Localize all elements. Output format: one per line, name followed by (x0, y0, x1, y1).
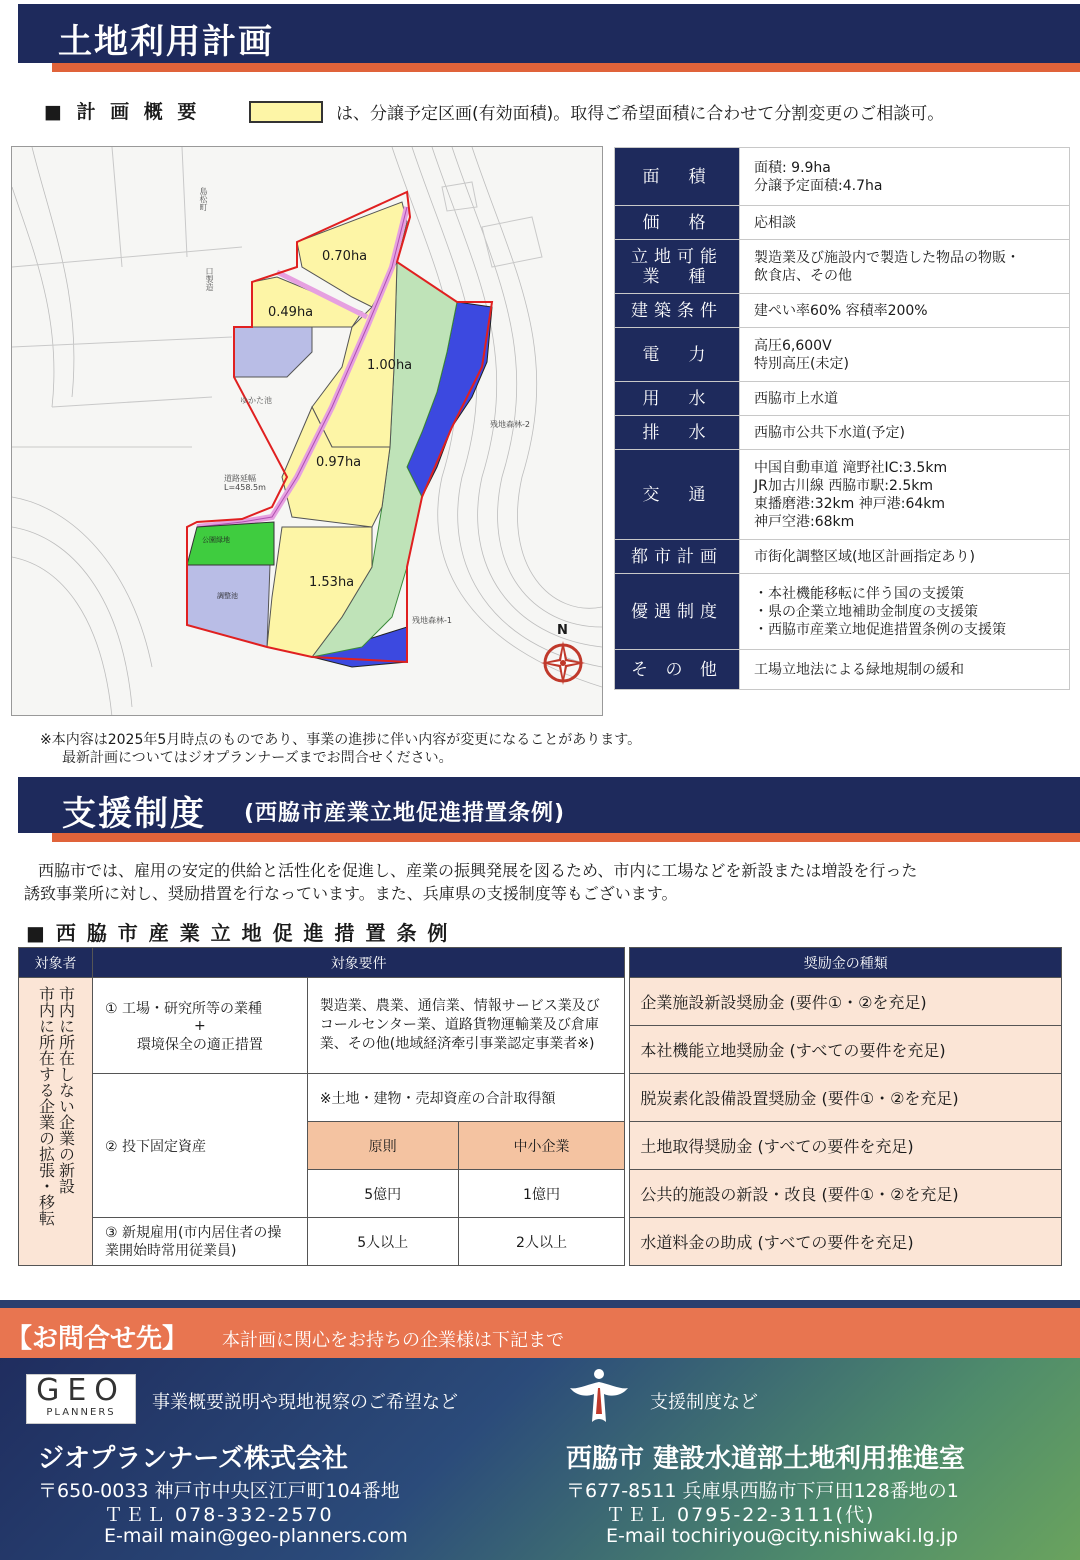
overview-row-label: そ の 他 (615, 650, 740, 690)
lot-label-2: 0.49ha (268, 305, 314, 320)
overview-row (615, 328, 1070, 382)
incentive-5: 公共的施設の新設・改良 (要件①・②を充足) (630, 1170, 1062, 1218)
req1-detail: 製造業、農業、通信業、情報サービス業及びコールセンター業、道路貨物運輸業及び倉庫業、その他(地域経済牽引事業認定事業者※) (307, 978, 625, 1074)
overview-row-value (740, 540, 1070, 574)
overview-row (615, 294, 1070, 328)
incentive-6: 水道料金の助成 (すべての要件を充足) (630, 1218, 1062, 1266)
nishiwaki-emblem-icon (564, 1362, 634, 1432)
overview-note-2: 最新計画についてはジオプランナーズまでお問合せください。 (62, 750, 453, 766)
req2-header-sme: 中小企業 (458, 1122, 625, 1170)
incentive-2: 本社機能立地奨励金 (すべての要件を充足) (630, 1026, 1062, 1074)
req2-note: ※土地・建物・売却資産の合計取得額 (307, 1074, 625, 1122)
overview-value-line: ・県の企業立地補助金制度の支援策 (754, 603, 978, 620)
right-purpose: 支援制度など (650, 1392, 758, 1413)
map-label-forest2: 残地森林-2 (490, 420, 530, 429)
section2-accent (52, 833, 1080, 842)
overview-value-line: 市街化調整区域(地区計画指定あり) (754, 548, 975, 565)
overview-row (615, 450, 1070, 540)
incentive-4: 土地取得奨励金 (すべての要件を充足) (630, 1122, 1062, 1170)
overview-row-value (740, 574, 1070, 650)
map-label-road-length: L=458.5m (224, 483, 266, 492)
section2-title: 支援制度 (62, 794, 206, 834)
overview-row-value (740, 416, 1070, 450)
overview-row (615, 148, 1070, 206)
left-tel: ＴＥＬ 078-332-2570 (104, 1504, 334, 1526)
site-map (11, 146, 603, 716)
overview-value-line: 中国自動車道 滝野社IC:3.5km (754, 459, 948, 476)
map-label-park: 公園緑地 (202, 536, 230, 544)
overview-value-line: 西脇市上水道 (754, 390, 838, 407)
left-address: 〒650-0033 神戸市中央区江戸町104番地 (38, 1480, 400, 1502)
overview-row-label: 電 力 (615, 328, 740, 382)
overview-row-label: 都市計画 (615, 540, 740, 574)
map-label-town: 島松町 (199, 187, 208, 211)
req2-value-sme: 1億円 (458, 1170, 625, 1218)
compass-icon (539, 639, 587, 687)
right-email: E-mail tochiriyou@city.nishiwaki.lg.jp (606, 1525, 958, 1547)
right-company: 西脇市 建設水道部土地利用推進室 (566, 1444, 966, 1474)
overview-row-label: 建築条件 (615, 294, 740, 328)
overview-value-line: JR加古川線 西脇市駅:2.5km (754, 477, 934, 494)
target-text: 市内に所在しない企業の新設 市内に所在する企業の拡張・移転 (36, 986, 76, 1226)
incentive-3: 脱炭素化設備設置奨励金 (要件①・②を充足) (630, 1074, 1062, 1122)
site-map-drawing (12, 147, 603, 716)
lot-label-4: 0.97ha (316, 455, 362, 470)
overview-note-1: ※本内容は2025年5月時点のものであり、事業の進捗に伴い内容が変更になることがあります。 (40, 732, 642, 748)
map-label-pond2: ゆかた池 (240, 396, 272, 405)
support-intro-2: 誘致事業所に対し、奨励措置を行なっています。また、兵庫県の支援制度等もございます。 (24, 884, 678, 903)
overview-table (614, 147, 1070, 690)
legend-text: は、分譲予定区画(有効面積)。取得ご希望面積に合わせて分割変更のご相談可。 (336, 104, 945, 124)
overview-row (615, 206, 1070, 240)
overview-row (615, 650, 1070, 690)
overview-value-line: 高圧6,600V (754, 337, 832, 354)
incentive-1: 企業施設新設奨励金 (要件①・②を充足) (630, 978, 1062, 1026)
overview-value-line: 特別高圧(未定) (754, 355, 849, 372)
overview-value-line: 分譲予定面積:4.7ha (754, 177, 883, 194)
target-cell (19, 978, 93, 1266)
overview-row-label: 価 格 (615, 206, 740, 240)
contact-bar-top (0, 1300, 1080, 1308)
req1-plus: + (193, 1017, 206, 1034)
req1-label-cell (92, 978, 307, 1074)
req2-header-principle: 原則 (307, 1122, 458, 1170)
section1-title: 土地利用計画 (58, 22, 274, 62)
right-tel: ＴＥＬ 0795-22-3111(代) (606, 1504, 876, 1526)
col-target: 対象者 (19, 948, 93, 978)
legend-swatch (249, 101, 323, 123)
overview-row-label: 優遇制度 (615, 574, 740, 650)
req3-label: ③ 新規雇用(市内居住者の操業開始時常用従業員) (92, 1218, 307, 1266)
lot-label-3: 1.00ha (367, 358, 413, 373)
col-incentives: 奨励金の種類 (630, 948, 1062, 978)
map-label-forest1: 残地森林-1 (412, 616, 452, 625)
overview-row-value (740, 450, 1070, 540)
overview-row-value (740, 382, 1070, 416)
left-purpose: 事業概要説明や現地視察のご希望など (152, 1392, 458, 1413)
support-intro-1: 西脇市では、雇用の安定的供給と活性化を促進し、産業の振興発展を図るため、市内に工場などを新設または増設を行った (38, 861, 918, 880)
support-table (18, 947, 1062, 1266)
section1-accent (52, 63, 1080, 72)
req1-label: ① 工場・研究所等の業種 (104, 1000, 262, 1017)
overview-row-label: 面 積 (615, 148, 740, 206)
overview-row (615, 382, 1070, 416)
req3-value-principle: 5人以上 (307, 1218, 458, 1266)
overview-row (615, 540, 1070, 574)
overview-row-label: 立地可能 業 種 (615, 240, 740, 294)
contact-bar-text: 本計画に関心をお持ちの企業様は下記まで (222, 1330, 564, 1351)
overview-row-value (740, 206, 1070, 240)
map-label-pond: 調整池 (217, 592, 238, 600)
lot-label-5: 1.53ha (309, 575, 355, 590)
overview-value-line: 応相談 (754, 214, 796, 231)
req1-label2: 環境保全の適正措置 (136, 1036, 263, 1053)
overview-row (615, 416, 1070, 450)
section2-subtitle: (西脇市産業立地促進措置条例) (244, 801, 566, 826)
overview-value-line: 製造業及び施設内で製造した物品の物販・ (754, 249, 1020, 266)
overview-value-line: 神戸空港:68km (754, 513, 855, 530)
req3-value-sme: 2人以上 (458, 1218, 625, 1266)
overview-row-value (740, 650, 1070, 690)
map-label-factory: 口製造 (205, 267, 214, 291)
overview-row-label: 排 水 (615, 416, 740, 450)
overview-row-value (740, 240, 1070, 294)
overview-value-line: 西脇市公共下水道(予定) (754, 424, 905, 441)
north-label: N (557, 623, 568, 638)
logo-sub: PLANNERS (46, 1407, 116, 1418)
overview-value-line: ・本社機能移転に伴う国の支援策 (754, 585, 964, 602)
overview-value-line: 工場立地法による緑地規制の緩和 (754, 661, 964, 678)
overview-row (615, 574, 1070, 650)
req2-value-principle: 5億円 (307, 1170, 458, 1218)
geo-planners-logo (26, 1374, 136, 1424)
overview-row-value (740, 148, 1070, 206)
left-email: E-mail main@geo-planners.com (104, 1525, 408, 1547)
overview-value-line: 面積: 9.9ha (754, 159, 831, 176)
overview-row-value (740, 294, 1070, 328)
req2-label: ② 投下固定資産 (92, 1074, 307, 1218)
col-requirements: 対象要件 (92, 948, 624, 978)
overview-row (615, 240, 1070, 294)
overview-heading: ■ 計 画 概 要 (44, 101, 201, 123)
logo-main: GEO (36, 1373, 126, 1408)
overview-row-label: 交 通 (615, 450, 740, 540)
lot-label-1: 0.70ha (322, 249, 368, 264)
right-address: 〒677-8511 兵庫県西脇市下戸田128番地の1 (566, 1480, 959, 1502)
overview-value-line: 飲食店、その他 (754, 267, 852, 284)
overview-row-value (740, 328, 1070, 382)
left-company: ジオプランナーズ株式会社 (38, 1444, 348, 1474)
overview-value-line: 東播磨港:32km 神戸港:64km (754, 495, 946, 512)
support-heading: ■ 西 脇 市 産 業 立 地 促 進 措 置 条 例 (26, 921, 450, 945)
overview-value-line: 建ぺい率60% 容積率200% (754, 302, 928, 319)
overview-value-line: ・西脇市産業立地促進措置条例の支援策 (754, 621, 1006, 638)
contact-bar-title: 【お問合せ先】 (6, 1324, 189, 1354)
overview-row-label: 用 水 (615, 382, 740, 416)
map-label-road: 道路延幅 (224, 474, 256, 483)
